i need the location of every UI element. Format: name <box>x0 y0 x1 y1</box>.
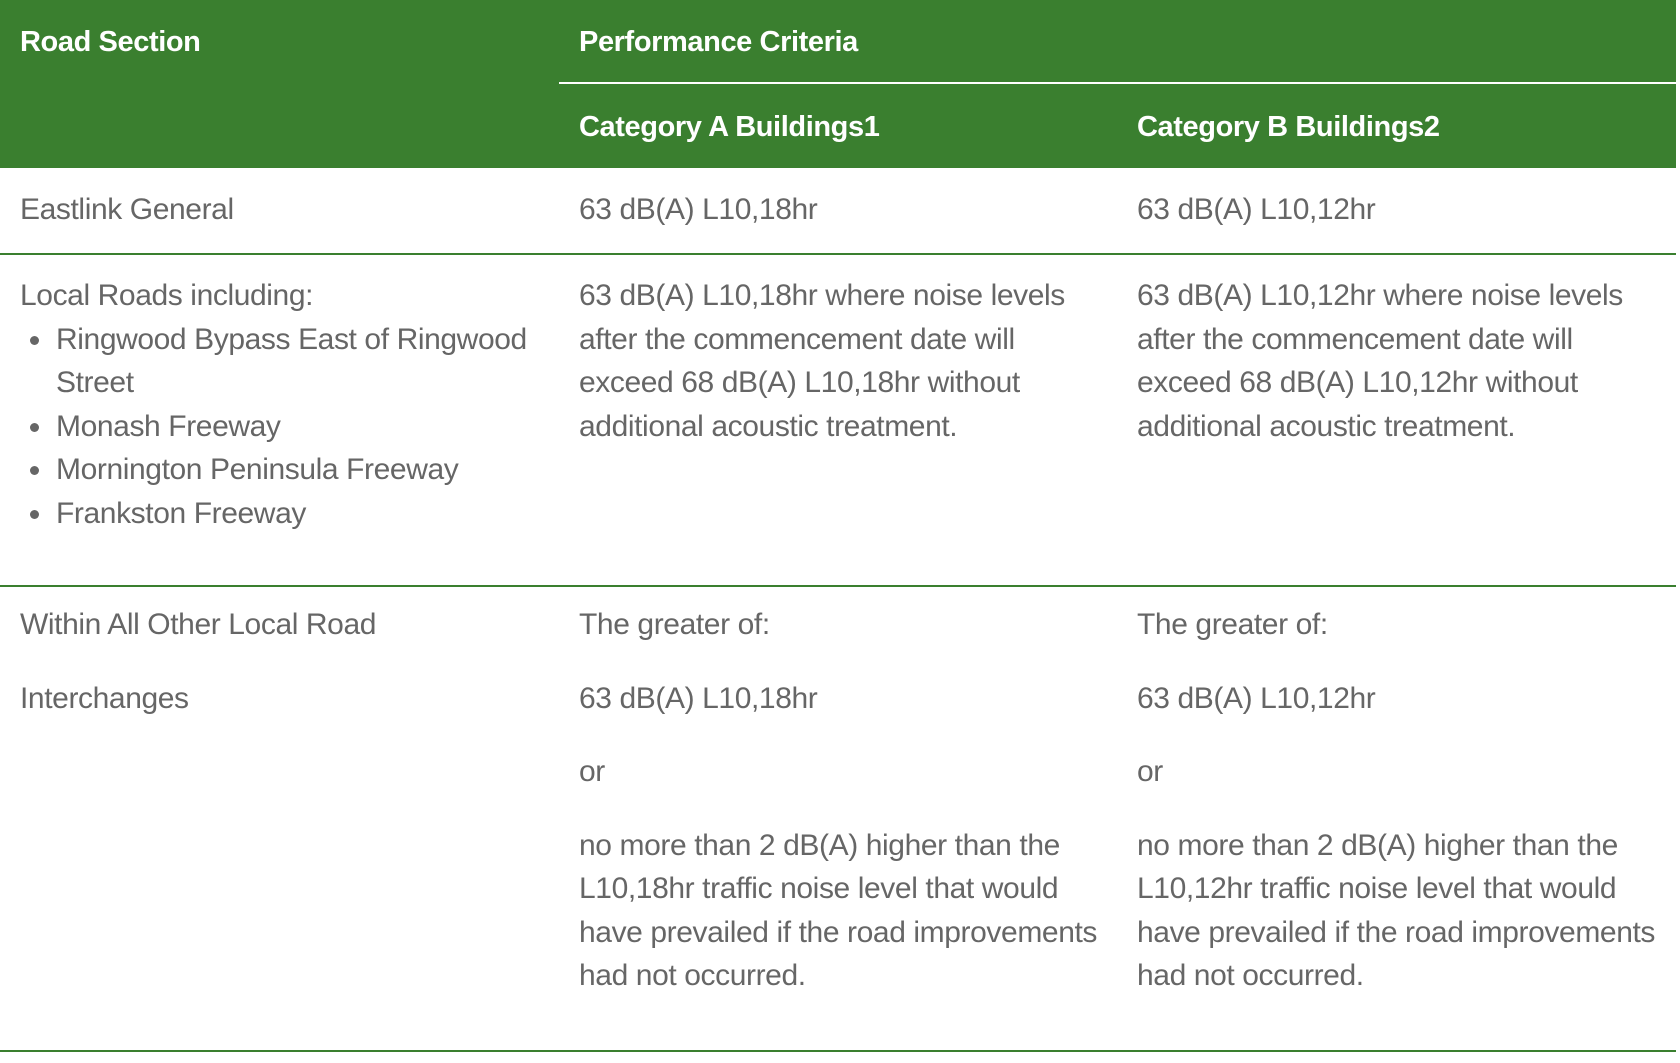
bullet-icon <box>30 466 39 475</box>
criteria-intro: The greater of: <box>579 608 770 641</box>
category-a-cell <box>579 603 1109 998</box>
road-section-cell <box>20 603 540 720</box>
road-section-intro: Local Roads including: <box>20 279 314 312</box>
table-row <box>0 168 1676 255</box>
criteria-intro: The greater of: <box>1137 608 1328 641</box>
category-a-cell: 63 dB(A) L10,18hr where noise levels after the commencement date will exceed 68 dB(A) L10,18hr without additional acoustic treatment. <box>579 279 1065 443</box>
criteria-or: or <box>1137 755 1163 788</box>
criteria-alternative: no more than 2 dB(A) higher than the L10,18hr traffic noise level that would have prevailed if the road improvements had not occurred. <box>579 828 1098 992</box>
road-section-line: Within All Other Local Road <box>20 608 377 641</box>
list-item <box>20 318 540 405</box>
list-item-label: Mornington Peninsula Freeway <box>56 453 459 486</box>
header-category-a: Category A Buildings1 <box>579 111 880 143</box>
bullet-icon <box>30 336 39 345</box>
table-row <box>0 255 1676 587</box>
criteria-value: 63 dB(A) L10,12hr <box>1137 681 1376 715</box>
table-header <box>0 0 1676 168</box>
road-section-line: Interchanges <box>20 681 189 715</box>
bullet-icon <box>30 423 39 432</box>
category-a-cell: 63 dB(A) L10,18hr <box>579 193 818 226</box>
header-category-b: Category B Buildings2 <box>1137 111 1440 143</box>
category-b-cell: 63 dB(A) L10,12hr where noise levels after the commencement date will exceed 68 dB(A) L10,12hr without additional acoustic treatment. <box>1137 279 1623 443</box>
list-item <box>20 492 540 536</box>
road-list <box>20 318 540 536</box>
criteria-or: or <box>579 755 605 788</box>
list-item <box>20 448 540 492</box>
list-item-label: Ringwood Bypass East of Ringwood Street <box>56 322 527 399</box>
criteria-value: 63 dB(A) L10,18hr <box>579 681 818 715</box>
table-row <box>0 587 1676 1052</box>
road-section-cell <box>20 274 540 535</box>
header-road-section: Road Section <box>20 26 201 58</box>
criteria-alternative: no more than 2 dB(A) higher than the L10,12hr traffic noise level that would have prevailed if the road improvements had not occurred. <box>1137 828 1656 992</box>
category-b-cell <box>1137 603 1667 998</box>
list-item-label: Monash Freeway <box>56 409 281 443</box>
header-performance-criteria: Performance Criteria <box>579 26 858 58</box>
list-item <box>20 405 540 449</box>
bullet-icon <box>30 510 39 519</box>
header-divider <box>559 82 1676 84</box>
category-b-cell: 63 dB(A) L10,12hr <box>1137 193 1376 226</box>
list-item-label: Frankston Freeway <box>56 496 306 530</box>
road-section-cell: Eastlink General <box>20 193 234 226</box>
